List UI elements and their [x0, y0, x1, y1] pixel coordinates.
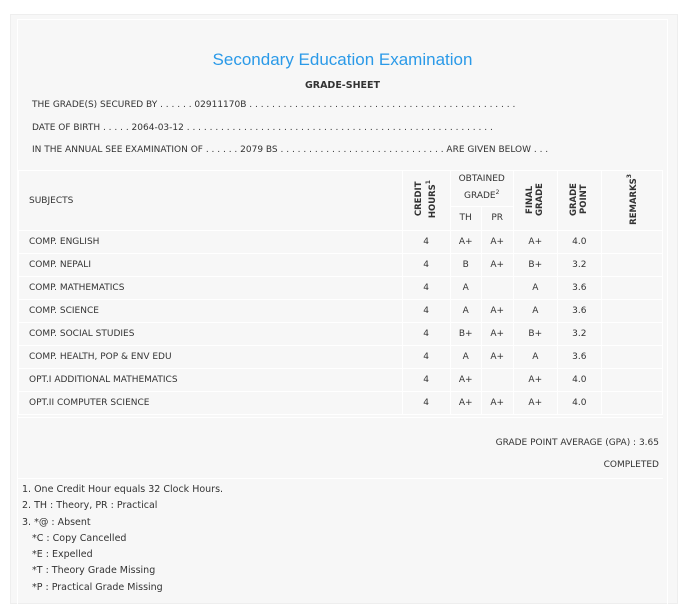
header-credit-hours: CREDIT HOURS$^1$: [402, 171, 450, 231]
cell-gp: 3.6: [557, 300, 601, 323]
grade-sheet-heading: GRADE-SHEET: [304, 80, 381, 91]
note: *C : Copy Cancelled: [32, 532, 127, 544]
cell-pr: [481, 369, 513, 392]
header-remarks: REMARKS$^3$: [601, 171, 662, 231]
notes: [22, 482, 223, 596]
grade-sheet: [17, 19, 668, 609]
cell-th: A: [450, 300, 481, 323]
table-row: [19, 254, 663, 277]
cell-subject: COMP. MATHEMATICS: [19, 277, 403, 300]
cell-credit: 4: [402, 369, 450, 392]
cell-final: B+: [513, 323, 557, 346]
table-row: [19, 277, 663, 300]
header-pr: PR: [481, 206, 513, 230]
cell-credit: 4: [402, 392, 450, 415]
cell-final: A+: [513, 392, 557, 415]
table-row: [19, 346, 663, 369]
exam-title: Secondary Education Examination: [212, 50, 473, 69]
cell-th: A: [450, 346, 481, 369]
cell-remarks: [601, 369, 662, 392]
cell-final: A: [513, 346, 557, 369]
cell-subject: OPT.II COMPUTER SCIENCE: [19, 392, 403, 415]
header-grade-point: GRADE POINT: [557, 171, 601, 231]
cell-gp: 4.0: [557, 392, 601, 415]
cell-gp: 3.6: [557, 277, 601, 300]
cell-th: B: [450, 254, 481, 277]
cell-final: B+: [513, 254, 557, 277]
cell-gp: 3.6: [557, 346, 601, 369]
cell-gp: 4.0: [557, 231, 601, 254]
cell-credit: 4: [402, 323, 450, 346]
cell-subject: COMP. NEPALI: [19, 254, 403, 277]
cell-remarks: [601, 346, 662, 369]
cell-remarks: [601, 323, 662, 346]
header-th: TH: [450, 206, 481, 230]
cell-pr: A+: [481, 346, 513, 369]
cell-final: A+: [513, 369, 557, 392]
grade-sheet-panel: [10, 14, 678, 604]
exam-year-line: IN THE ANNUAL SEE EXAMINATION OF . . . . . . 2079 BS . . . . . . . . . . . . . . . . . . . . . . . . . . . . . ARE GIVEN BELOW . . .: [32, 145, 549, 155]
table-row: [19, 323, 663, 346]
cell-remarks: [601, 392, 662, 415]
cell-th: B+: [450, 323, 481, 346]
note: *P : Practical Grade Missing: [32, 581, 163, 593]
table-row: [19, 369, 663, 392]
cell-th: A+: [450, 369, 481, 392]
cell-pr: [481, 277, 513, 300]
cell-th: A: [450, 277, 481, 300]
cell-th: A+: [450, 231, 481, 254]
note: *E : Expelled: [32, 549, 93, 561]
cell-subject: COMP. ENGLISH: [19, 231, 403, 254]
result-status: COMPLETED: [603, 460, 659, 470]
cell-pr: A+: [481, 300, 513, 323]
cell-gp: 4.0: [557, 369, 601, 392]
header-final-grade: FINAL GRADE: [513, 171, 557, 231]
cell-final: A+: [513, 231, 557, 254]
cell-pr: A+: [481, 323, 513, 346]
note: 3. *@ : Absent: [22, 516, 91, 528]
table-row: [19, 231, 663, 254]
cell-credit: 4: [402, 254, 450, 277]
cell-subject: COMP. HEALTH, POP & ENV EDU: [19, 346, 403, 369]
cell-subject: COMP. SOCIAL STUDIES: [19, 323, 403, 346]
cell-remarks: [601, 300, 662, 323]
cell-credit: 4: [402, 300, 450, 323]
grades-table: [18, 170, 663, 415]
cell-gp: 3.2: [557, 254, 601, 277]
cell-pr: A+: [481, 254, 513, 277]
header-row: [19, 171, 663, 207]
cell-credit: 4: [402, 277, 450, 300]
cell-th: A+: [450, 392, 481, 415]
note: 1. One Credit Hour equals 32 Clock Hours.: [22, 484, 224, 495]
note: 2. TH : Theory, PR : Practical: [22, 500, 158, 512]
cell-remarks: [601, 254, 662, 277]
table-row: [19, 392, 663, 415]
dob-line: DATE OF BIRTH . . . . . 2064-03-12 . . . . . . . . . . . . . . . . . . . . . . . . . . . . . . . . . . . . . . . . . . . . . . . . . . . . . .: [32, 123, 493, 133]
gpa: GRADE POINT AVERAGE (GPA) : 3.65: [495, 438, 659, 448]
cell-remarks: [601, 231, 662, 254]
cell-gp: 3.2: [557, 323, 601, 346]
cell-pr: A+: [481, 392, 513, 415]
cell-credit: 4: [402, 231, 450, 254]
cell-credit: 4: [402, 346, 450, 369]
header-subjects: SUBJECTS: [19, 171, 403, 231]
note: *T : Theory Grade Missing: [32, 565, 156, 577]
header-obtained-grade: OBTAINED GRADE$^2$: [450, 171, 513, 207]
cell-subject: COMP. SCIENCE: [19, 300, 403, 323]
cell-final: A: [513, 277, 557, 300]
cell-final: A: [513, 300, 557, 323]
cell-subject: OPT.I ADDITIONAL MATHEMATICS: [19, 369, 403, 392]
cell-pr: A+: [481, 231, 513, 254]
secured-by-line: THE GRADE(S) SECURED BY . . . . . . 02911170B . . . . . . . . . . . . . . . . . . . . . . . . . . . . . . . . . . . . . . . . . . . . . . .: [32, 100, 516, 110]
table-row: [19, 300, 663, 323]
cell-remarks: [601, 277, 662, 300]
